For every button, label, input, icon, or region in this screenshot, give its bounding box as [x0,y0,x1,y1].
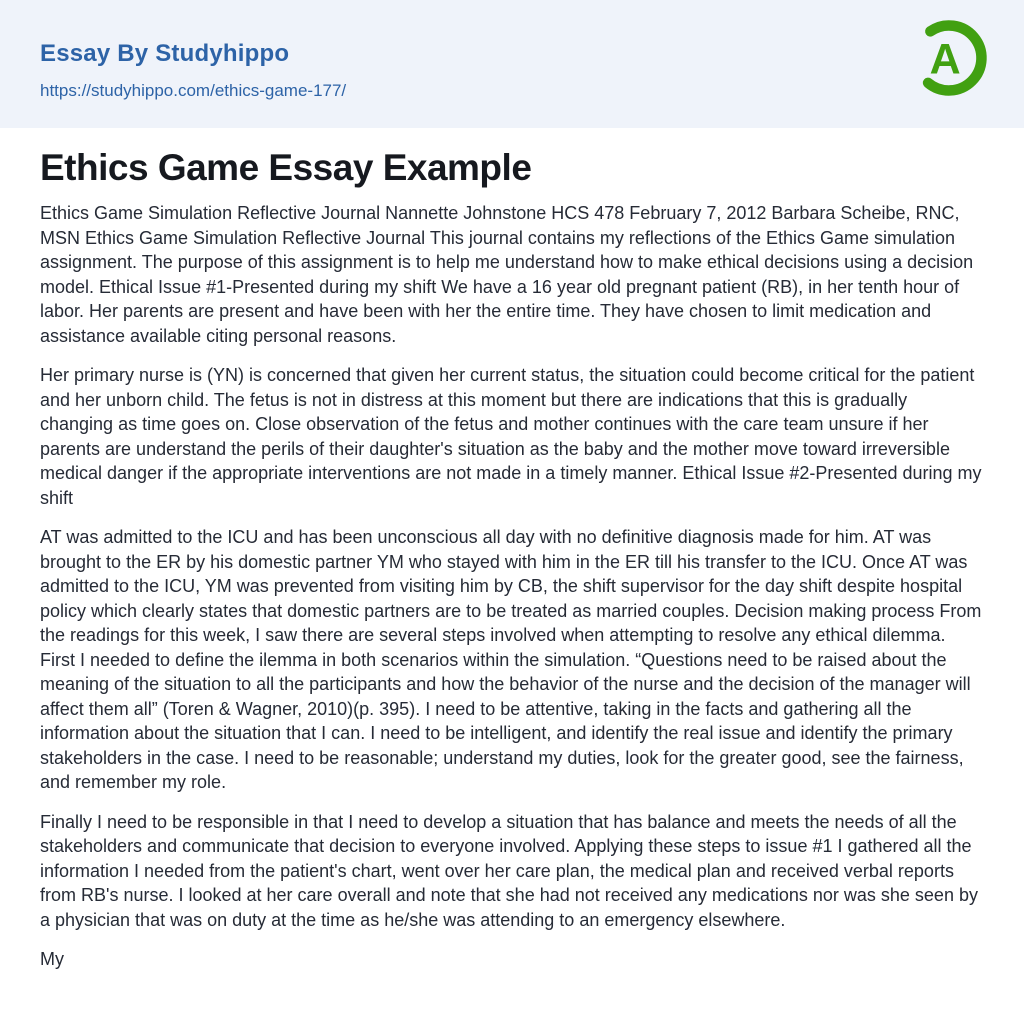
page-header [0,0,1024,128]
logo-letter: A [929,35,961,84]
essay-paragraph-5: My [40,949,64,969]
studyhippo-logo-icon [906,14,992,102]
essay-paragraph-3: AT was admitted to the ICU and has been unconscious all day with no definitive diagnosis made for him. AT was brought to the ER by his domestic partner YM who stayed with him in the ER till his transfer to the ICU. Once AT was admitted to the ICU, YM was prevented from visiting him by CB, the shift supervisor for the day shift despite hospital policy which clearly states that domestic partners are to be treated as married couples. Decision making process From the readings for this week, I saw there are several steps involved when attempting to resolve any ethical dilemma. First I needed to define the ilemma in both scenarios within the simulation. “Questions need to be raised about the meaning of the situation to all the participants and how the behavior of the nurse and the decision of the manager will affect them all” (Toren & Wagner, 2010)(p. 395). I need to be attentive, taking in the facts and gathering all the information about the situation that I can. I need to be intelligent, and identify the real issue and identify the primary stakeholders in the case. I need to be reasonable; understand my duties, look for the greater good, see the fairness, and remember my role. [40,527,982,792]
essay-article [0,128,1024,972]
essay-body [40,201,984,972]
article-title: Ethics Game Essay Example [40,147,532,188]
essay-paragraph-2: Her primary nurse is (YN) is concerned that given her current status, the situation could become critical for the patient and her unborn child. The fetus is not in distress at this moment but there are indications that this is gradually changing as time goes on. Close observation of the fetus and mother continues with the care team unsure if her parents are understand the perils of their daughter's situation as the baby and the mother move toward irreversible medical danger if the appropriate interventions are not made in a timely manner. Ethical Issue #2-Presented during my shift [40,365,982,508]
logo-ring-icon [906,14,992,102]
essay-paragraph-4: Finally I need to be responsible in that I need to develop a situation that has balance and meets the needs of all the stakeholders and communicate that decision to everyone involved. Applying these steps to issue #1 I gathered all the information I needed from the patient's chart, went over her care plan, the medical plan and received verbal reports from RB's nurse. I looked at her care overall and note that she had not received any medications nor was she seen by a physician that was on duty at the time as he/she was attending to an emergency elsewhere. [40,811,978,930]
essay-paragraph-1: Ethics Game Simulation Reflective Journal Nannette Johnstone HCS 478 February 7, 2012 Barbara Scheibe, RNC, MSN Ethics Game Simulation Reflective Journal This journal contains my reflections of the Ethics Game simulation assignment. The purpose of this assignment is to help me understand how to make ethical decisions using a decision model. Ethical Issue #1-Presented during my shift We have a 16 year old pregnant patient (RB), in her tenth hour of labor. Her parents are present and have been with her the entire time. They have chosen to limit medication and assistance available citing personal reasons. [40,203,974,346]
page-url-link[interactable]: https://studyhippo.com/ethics-game-177/ [40,81,347,101]
site-label: Essay By Studyhippo [40,40,290,67]
